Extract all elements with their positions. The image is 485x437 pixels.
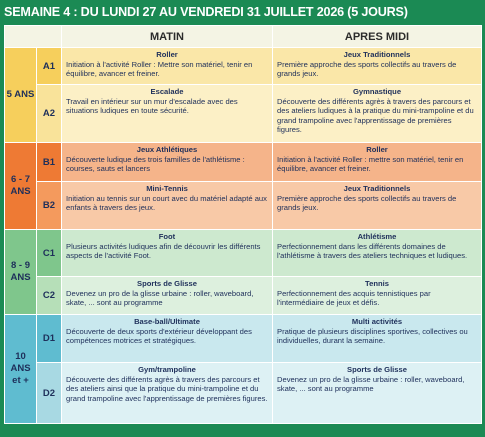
matin-cell xyxy=(62,85,273,143)
activity-desc: Perfectionnement dans les différents domaines de l'athlétisme à travers des ateliers techniques et ludiques. xyxy=(277,241,468,261)
activity-title: Foot xyxy=(158,232,176,241)
header-apres-midi: APRES MIDI xyxy=(273,26,482,48)
row-code: C1 xyxy=(37,230,62,277)
table-row xyxy=(5,143,482,182)
activity-title: Sports de Glisse xyxy=(137,279,197,288)
activity-title: Mini-Tennis xyxy=(146,184,188,193)
row-code: A2 xyxy=(37,85,62,143)
age-label: 6 - 7 ANS xyxy=(5,143,37,230)
header-row xyxy=(5,26,482,48)
apres-midi-cell xyxy=(273,315,482,363)
age-label: 8 - 9 ANS xyxy=(5,230,37,315)
activity-title: Athlétisme xyxy=(357,232,397,241)
activity-title: Multi activités xyxy=(351,317,403,326)
activity-title: Tennis xyxy=(365,279,389,288)
matin-cell xyxy=(62,277,273,315)
matin-cell xyxy=(62,182,273,230)
matin-cell xyxy=(62,48,273,85)
activity-desc: Initiation à l'activité Roller : Mettre son matériel, tenir en équilibre, avancer et freiner. xyxy=(66,59,253,79)
table-row xyxy=(5,48,482,85)
row-code: D1 xyxy=(37,315,62,363)
table-row xyxy=(5,182,482,230)
age-label: 10 ANS et + xyxy=(5,315,37,424)
row-code: D2 xyxy=(37,363,62,424)
table-row xyxy=(5,277,482,315)
activity-title: Gym/trampoline xyxy=(138,365,196,374)
activity-desc: Première approche des sports collectifs au travers de grands jeux. xyxy=(277,59,457,79)
activity-desc: Découverte des différents agrès à travers des parcours et des ateliers ludiques à la pratique du mini-trampoline et du grand trampoline avec l'apprentissage de premières figures. xyxy=(277,96,474,135)
activity-title: Gymnastique xyxy=(352,87,402,96)
schedule-table xyxy=(4,25,482,424)
matin-cell xyxy=(62,363,273,424)
activity-title: Sports de Glisse xyxy=(347,365,407,374)
age-label: 5 ANS xyxy=(5,48,37,143)
table-row xyxy=(5,363,482,424)
activity-desc: Travail en intérieur sur un mur d'escalade avec des situations ludiques en toute sécurité. xyxy=(66,96,238,116)
apres-midi-cell xyxy=(273,277,482,315)
header-corner xyxy=(5,26,62,48)
activity-title: Escalade xyxy=(150,87,184,96)
activity-desc: Plusieurs activités ludiques afin de découvrir les différents aspects de l'activité Foot. xyxy=(66,241,261,261)
activity-desc: Découverte des différents agrès à travers des parcours et des ateliers ainsi que la pratique du mini-trampoline et du grand trampoline avec l'apprentissage de premières figures. xyxy=(66,374,268,403)
matin-cell xyxy=(62,143,273,182)
row-code: A1 xyxy=(37,48,62,85)
activity-desc: Perfectionnement des acquis tennistiques par l'intermédiaire de jeux et défis. xyxy=(277,288,431,308)
activity-desc: Pratique de plusieurs disciplines sportives, collectives ou individuelles, durant la semaine. xyxy=(277,326,468,346)
header-matin: MATIN xyxy=(62,26,273,48)
activity-desc: Devenez un pro de la glisse urbaine : roller, waveboard, skate, ... sont au programme xyxy=(277,374,465,394)
apres-midi-cell xyxy=(273,363,482,424)
page-title: SEMAINE 4 : DU LUNDI 27 AU VENDREDI 31 JUILLET 2026 (5 JOURS) xyxy=(4,5,408,19)
apres-midi-cell xyxy=(273,182,482,230)
table-row xyxy=(5,85,482,143)
activity-title: Base-ball/Ultimate xyxy=(134,317,200,326)
row-code: C2 xyxy=(37,277,62,315)
row-code: B1 xyxy=(37,143,62,182)
matin-cell xyxy=(62,230,273,277)
apres-midi-cell xyxy=(273,48,482,85)
activity-desc: Devenez un pro de la glisse urbaine : roller, waveboard, skate, ... sont au programme xyxy=(66,288,254,308)
apres-midi-cell xyxy=(273,143,482,182)
table-row xyxy=(5,230,482,277)
activity-title: Jeux Athlétiques xyxy=(136,145,198,154)
activity-desc: Découverte de deux sports d'extérieur développant des compétences motrices et stratégiques. xyxy=(66,326,252,346)
activity-title: Roller xyxy=(366,145,388,154)
apres-midi-cell xyxy=(273,85,482,143)
activity-title: Roller xyxy=(156,50,178,59)
activity-desc: Première approche des sports collectifs au travers de grands jeux. xyxy=(277,193,457,213)
table-row xyxy=(5,315,482,363)
activity-desc: Initiation à l'activité Roller : mettre son matériel, tenir en équilibre, avancer et freiner. xyxy=(277,154,464,174)
activity-desc: Découverte ludique des trois familles de l'athlétisme : courses, sauts et lancers xyxy=(66,154,245,174)
matin-cell xyxy=(62,315,273,363)
activity-title: Jeux Traditionnels xyxy=(343,184,411,193)
apres-midi-cell xyxy=(273,230,482,277)
activity-title: Jeux Traditionnels xyxy=(343,50,411,59)
activity-desc: Initiation au tennis sur un court avec du matériel adapté aux enfants à travers des jeux. xyxy=(66,193,267,213)
row-code: B2 xyxy=(37,182,62,230)
